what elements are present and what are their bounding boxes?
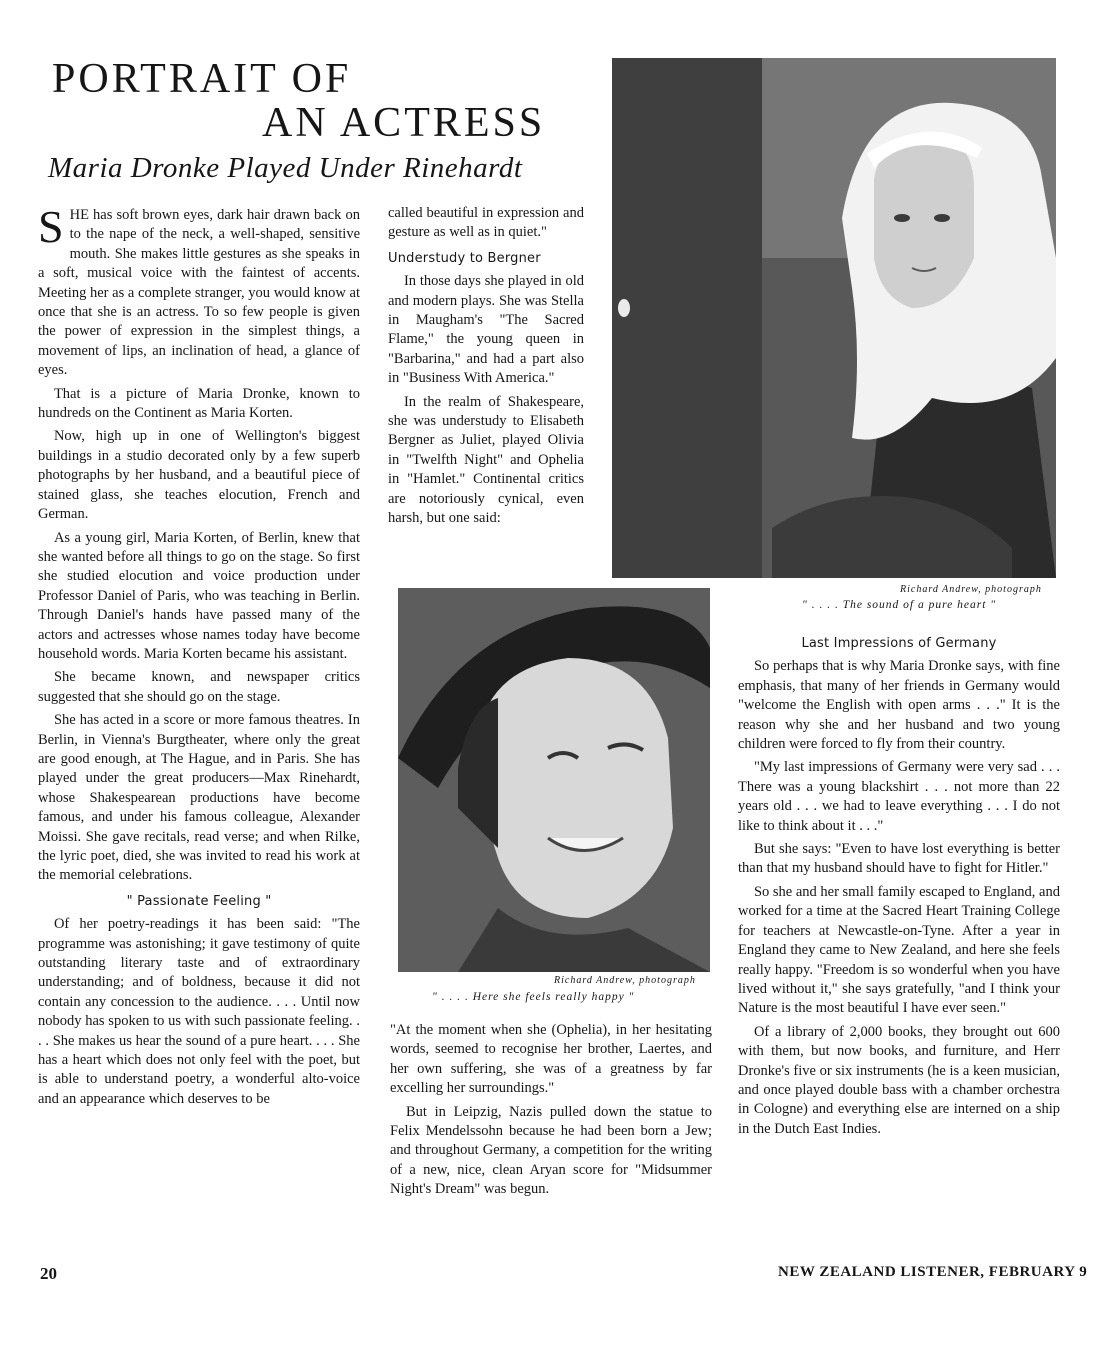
actress-photo-nun <box>612 58 1056 578</box>
actress-photo-hat <box>398 588 710 972</box>
column-2-bottom <box>390 1021 712 1204</box>
photo-illustration <box>612 58 1056 578</box>
page-number: 20 <box>40 1264 57 1283</box>
column-1 <box>38 201 360 1113</box>
paragraph: But she says: "Even to have lost everything is better than that my husband should have to fight for Hitler." <box>738 841 1060 877</box>
paragraph: SHE has soft brown eyes, dark hair drawn back on to the nape of the neck, a well-shaped, sensitive mouth. She makes little gestures as she speaks in a soft, musical voice with the faintest of accents. Meeting her as a complete stranger, you would know at once that she is an actress. To so few people is given the power of expression in the simplest things, a movement of lips, an inclination of head, a glance of eyes. <box>38 201 360 379</box>
paragraph: Of a library of 2,000 books, they brought out 600 with them, but now books, and furniture, and Herr Dronke's five or six instruments (he is a keen musician, and once played double bass with a chamber orchestra in Cologne) and everything else are interned on a ship in the Dutch East Indies. <box>738 1023 1060 1137</box>
paragraph: Of her poetry-readings it has been said: "The programme was astonishing; it gave testimony of quite outstanding literary taste and of extraordinary understanding; and of boldness, because it did not contain any concession to the audience. . . . Until now nobody has spoken to us with such passionate feeling. . . . She makes us hear the sound of a pure heart. . . . She has a heart which does not only feel with the poet, but is able to understand poetry, a wonderful alto-voice and an appearance which deserves to be <box>38 916 360 1107</box>
paragraph: called beautiful in expression and gesture as well as in quiet." <box>388 205 584 241</box>
photo-credit: Richard Andrew, photograph <box>900 584 1042 595</box>
title-line-2: AN ACTRESS <box>262 100 546 146</box>
paragraph: So she and her small family escaped to England, and worked for a time at the Sacred Heart Training College for teachers at Newcastle-on-Tyne. After a year in England they came to New Zealand, and here she feels really happy. "Freedom is so wonderful when you have lived without it," she says gratefully, "and I think your Nature is the most beautiful I have ever seen." <box>738 883 1060 1017</box>
photo-caption: " . . . . Here she feels really happy " <box>432 991 635 1003</box>
column-3 <box>738 628 1060 1143</box>
paragraph: She has acted in a score or more famous theatres. In Berlin, in Vienna's Burgtheater, where only the great are good enough, at The Hague, and in Paris. She has played under the great producers—Max Rinehardt, whose Shakespearean productions have become famous, and under his famous colleague, Alexander Moissi. She gave recitals, read verse; and when Rilke, the lyric poet, died, she was invited to read his work at the memorial celebrations. <box>38 712 360 884</box>
section-heading: Understudy to Bergner <box>388 250 541 266</box>
paragraph: "My last impressions of Germany were very sad . . . There was a young blackshirt . . . not more than 22 years old . . . we had to leave everything . . . I do not like to think about it . . ." <box>738 759 1060 834</box>
paragraph: She became known, and newspaper critics suggested that she should go on the stage. <box>38 669 360 705</box>
paragraph: That is a picture of Maria Dronke, known to hundreds on the Continent as Maria Korten. <box>38 385 360 422</box>
publication-footer: NEW ZEALAND LISTENER, FEBRUARY 9 <box>778 1264 1088 1280</box>
photo-caption: " . . . . The sound of a pure heart " <box>802 599 997 611</box>
subtitle: Maria Dronke Played Under Rinehardt <box>48 152 523 184</box>
paragraph: "At the moment when she (Ophelia), in her hesitating words, seemed to recognise her brother, Laertes, and her own suffering, she was of a greatness by far excelling her surroundings." <box>390 1022 712 1097</box>
paragraph: In those days she played in old and modern plays. She was Stella in Maugham's "The Sacred Flame," the young queen in "Barbarina," and had a part also in "Business With America." <box>388 273 584 387</box>
column-2-top <box>388 204 584 533</box>
paragraph: Now, high up in one of Wellington's biggest buildings in a studio decorated only by a few superb photographs by her husband, and a beautiful piece of stained glass, she teaches elocution, French and German. <box>38 428 360 523</box>
paragraph: As a young girl, Maria Korten, of Berlin, knew that she wanted before all things to go on the stage. So first she studied elocution and voice production under Professor Daniel of Paris, who was teaching in Berlin. Through Daniel's hands have passed many of the actors and actresses whose names today have become household words. Maria Korten became his assistant. <box>38 529 360 662</box>
drop-cap: S <box>38 201 64 252</box>
paragraph: But in Leipzig, Nazis pulled down the statue to Felix Mendelssohn because he had been born a Jew; and throughout Germany, a competition for the writing of a new, nice, clean Aryan score for "Midsummer Night's Dream" was begun. <box>390 1103 712 1198</box>
section-heading: Last Impressions of Germany <box>801 636 997 651</box>
title-line-1: PORTRAIT OF <box>52 56 352 102</box>
section-heading: " Passionate Feeling " <box>126 893 272 909</box>
photo-illustration <box>398 588 710 972</box>
paragraph: In the realm of Shakespeare, she was understudy to Elisabeth Bergner as Juliet, played Olivia in "Twelfth Night" and Ophelia in "Hamlet." Continental critics are notoriously cynical, even harsh, but one said: <box>388 393 584 527</box>
photo-credit: Richard Andrew, photograph <box>554 975 696 986</box>
paragraph: So perhaps that is why Maria Dronke says, with fine emphasis, that many of her friends in Germany would "welcome the English with open arms . . ." It is the reason why she and her husband and two young children were forced to fly from their country. <box>738 658 1060 753</box>
